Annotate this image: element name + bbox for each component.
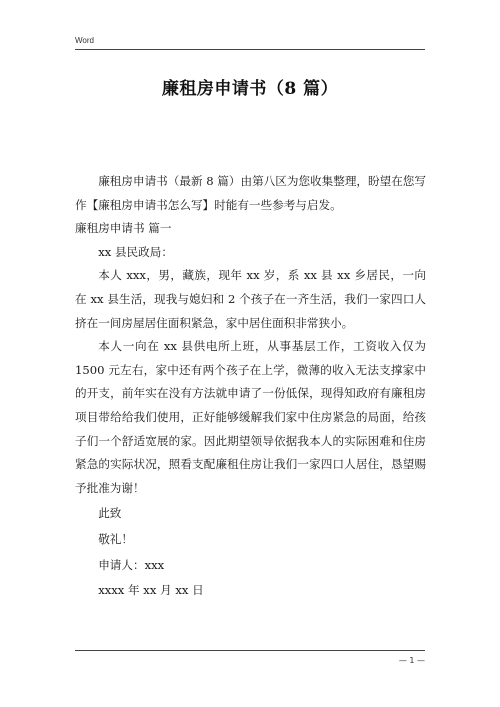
body-paragraph-1: 本人 xxx，男，藏族，现年 xx 岁，系 xx 县 xx 乡居民，一向在 xx 县生活，现我与媳妇和 2 个孩子在一齐生活，我们一家四口人挤在一间房屋居住面积紧急，家中居住面积非常狭小。	[75, 268, 426, 330]
body-paragraph-2: 本人一向在 xx 县供电所上班，从事基层工作，工资收入仅为 1500 元左右，家中还有两个孩子在上学，微薄的收入无法支撑家中的开支，前年实在没有方法就申请了一份低保，现得知政府有廉租房项目带给给我们使用，正好能够缓解我们家中住房紧急的局面，给孩子们一个舒适宽展的家。因此期望领导依据我本人的实际困难和住房紧急的实际状况，照看支配廉租住房让我们一家四口人居住，恳望赐予批准为谢！	[75, 339, 426, 495]
intro-paragraph: 廉租房申请书（最新 8 篇）由第八区为您收集整理，盼望在您写作【廉租房申请书怎么写】时能有一些参考与启发。	[75, 174, 426, 212]
header-divider	[75, 49, 425, 50]
applicant-signature: 申请人：xxx	[98, 557, 165, 572]
closing-respect: 敬礼！	[98, 531, 133, 546]
document-title: 廉租房申请书（8 篇）	[161, 79, 339, 99]
app-label: Word	[75, 36, 94, 45]
closing-salutation: 此致	[98, 506, 122, 521]
section-heading: 廉租房申请书 篇一	[75, 221, 172, 236]
application-date: xxxx 年 xx 月 xx 日	[98, 583, 204, 598]
addressee: xx 县民政局：	[98, 244, 173, 259]
document-body	[75, 170, 426, 603]
page-number: — 1 —	[398, 656, 425, 665]
footer-divider	[75, 650, 425, 651]
